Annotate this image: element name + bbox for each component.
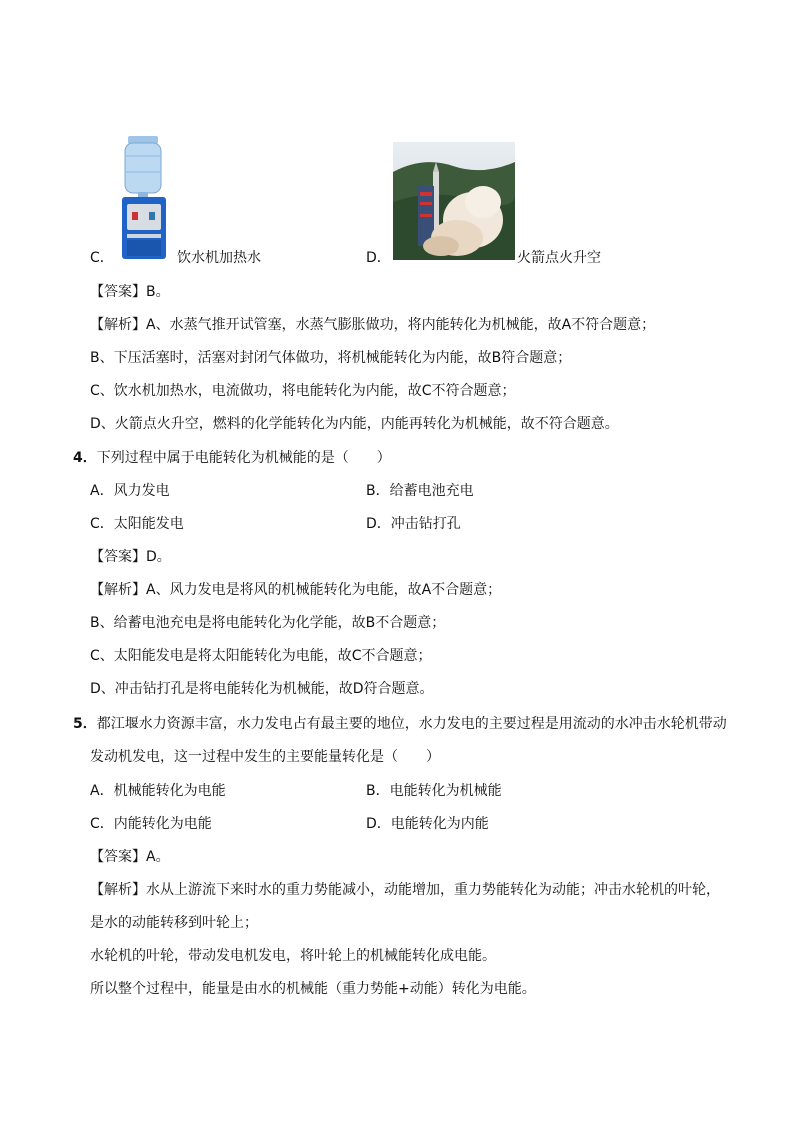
q3-option-c: [90, 248, 114, 268]
question-stem: 都江堰水力资源丰富，水力发电占有最主要的地位，水力发电的主要过程是用流动的水冲击水轮机带动: [96, 716, 727, 732]
q5-option-d: D．电能转化为内能: [366, 816, 489, 832]
answer-tag: 【答案】: [90, 284, 146, 300]
q5-option-c: C．内能转化为电能: [90, 816, 212, 832]
q5-stem: [73, 714, 727, 734]
q4-option-b: B．给蓄电池充电: [366, 483, 474, 499]
q3-analysis-line: B、下压活塞时，活塞对封闭气体做功，将机械能转化为内能，故B符合题意；: [90, 350, 572, 366]
q4-analysis-line: B、给蓄电池充电是将电能转化为化学能，故B不合题意；: [90, 615, 446, 631]
q4-analysis-line: D、冲击钻打孔是将电能转化为机械能，故D符合题意。: [90, 681, 434, 697]
answer-value: B。: [146, 284, 170, 300]
rocket-launch-image: [393, 142, 515, 260]
answer-value: D。: [146, 549, 171, 565]
q5-analysis-line: 水轮机的叶轮，带动发电机发电，将叶轮上的机械能转化成电能。: [90, 948, 496, 964]
q4-stem: [73, 448, 391, 468]
q3-option-d-caption: 火箭点火升空: [517, 250, 601, 266]
q4-option-a: A．风力发电: [90, 483, 170, 499]
question-number: 5．: [73, 716, 97, 732]
analysis-tag: 【解析】: [90, 317, 146, 333]
q5-analysis-line: 所以整个过程中，能量是由水的机械能（重力势能+动能）转化为电能。: [90, 981, 536, 997]
answer-tag: 【答案】: [90, 549, 146, 565]
analysis-tag: 【解析】: [90, 882, 146, 898]
q3-option-d: [366, 248, 391, 268]
q4-analysis-line: [90, 580, 501, 600]
answer-value: A。: [146, 849, 170, 865]
q5-answer: [90, 847, 170, 867]
q4-answer: [90, 547, 171, 567]
q4-option-d: D．冲击钻打孔: [366, 516, 461, 532]
question-number: 4．: [73, 450, 97, 466]
analysis-text: 水从上游流下来时水的重力势能减小，动能增加，重力势能转化为动能；冲击水轮机的叶轮，: [146, 882, 720, 898]
analysis-text: A、风力发电是将风的机械能转化为电能，故A不合题意；: [146, 582, 502, 598]
q3-analysis-line: C、饮水机加热水，电流做功，将电能转化为内能，故C不符合题意；: [90, 383, 516, 399]
q3-option-c-caption: 饮水机加热水: [177, 250, 261, 266]
water-dispenser-image: [118, 134, 170, 262]
analysis-text: A、水蒸气推开试管塞，水蒸气膨胀做功，将内能转化为机械能，故A不符合题意；: [146, 317, 656, 333]
q5-option-a: A．机械能转化为电能: [90, 783, 226, 799]
q5-analysis-line: [90, 880, 720, 900]
q4-analysis-line: C、太阳能发电是将太阳能转化为电能，故C不合题意；: [90, 648, 432, 664]
q3-option-d-letter: D．: [366, 250, 391, 266]
q4-option-c: C．太阳能发电: [90, 516, 184, 532]
q5-stem-continued: 发动机发电，这一过程中发生的主要能量转化是（ ）: [90, 749, 440, 765]
q5-option-b: B．电能转化为机械能: [366, 783, 502, 799]
q3-option-c-letter: C．: [90, 250, 114, 266]
q3-analysis-line: [90, 315, 655, 335]
question-stem: 下列过程中属于电能转化为机械能的是（ ）: [96, 450, 391, 466]
q3-answer: [90, 282, 170, 302]
q3-analysis-line: D、火箭点火升空，燃料的化学能转化为内能，内能再转化为机械能，故不符合题意。: [90, 416, 619, 432]
q5-analysis-line: 是水的动能转移到叶轮上；: [90, 915, 258, 931]
analysis-tag: 【解析】: [90, 582, 146, 598]
answer-tag: 【答案】: [90, 849, 146, 865]
